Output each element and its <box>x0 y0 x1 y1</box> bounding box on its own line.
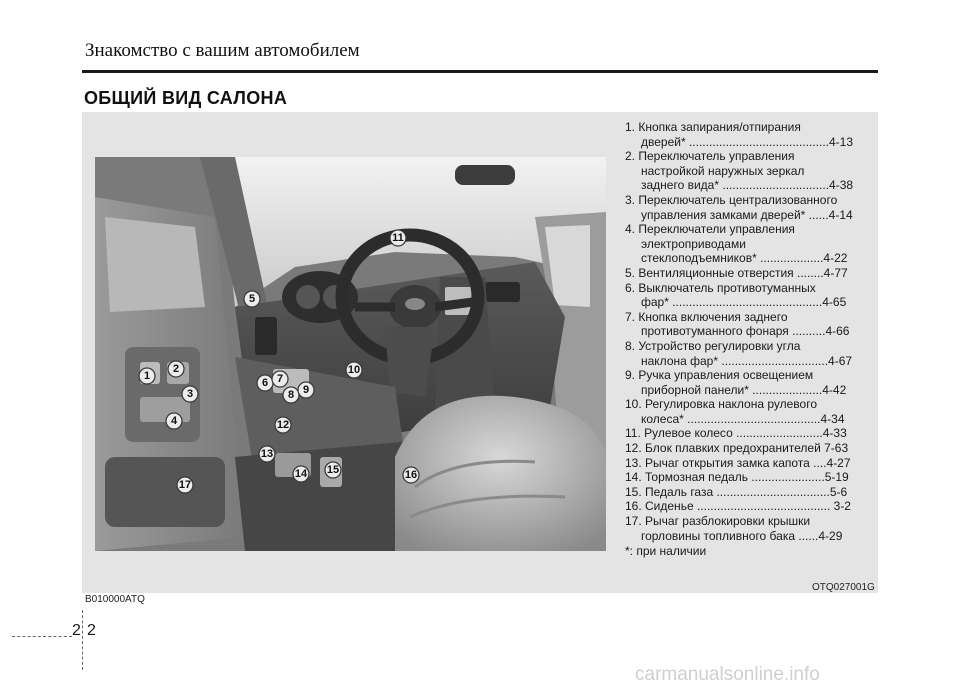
legend-item <box>625 281 875 310</box>
callout-3 <box>182 386 198 402</box>
svg-text:3: 3 <box>186 388 194 400</box>
svg-text:11: 11 <box>392 232 404 244</box>
chapter-title: Знакомство с вашим автомобилем <box>85 40 360 61</box>
callout-15 <box>325 462 341 478</box>
callout-1 <box>139 368 155 384</box>
legend-line: колеса* ........................................4-34 <box>641 411 845 426</box>
legend-line: 4. Переключатели управления <box>625 222 795 237</box>
callout-2 <box>168 361 184 377</box>
legend-item <box>625 485 875 500</box>
svg-text:1: 1 <box>143 370 151 382</box>
svg-text:8: 8 <box>287 389 295 401</box>
legend-line: 7. Кнопка включения заднего <box>625 309 788 324</box>
svg-text:9: 9 <box>302 384 310 396</box>
svg-text:12: 12 <box>276 419 290 431</box>
callout-13 <box>259 446 275 462</box>
callout-12 <box>275 417 291 433</box>
callout-9 <box>298 382 314 398</box>
legend-line: приборной панели* .....................4-42 <box>641 382 847 397</box>
legend-line: электроприводами <box>641 236 746 251</box>
svg-text:6: 6 <box>261 377 269 389</box>
legend-line: 16. Сиденье ........................................ 3-2 <box>625 499 851 514</box>
header-rule <box>82 70 878 73</box>
legend-line: 10. Регулировка наклона рулевого <box>625 397 818 412</box>
svg-text:7: 7 <box>276 373 284 385</box>
legend-item <box>625 222 875 266</box>
svg-text:10: 10 <box>347 364 361 376</box>
legend-item <box>625 514 875 543</box>
legend-line: 14. Тормозная педаль ......................5-19 <box>625 470 849 485</box>
callout-14 <box>293 466 309 482</box>
legend-line: настройкой наружных зеркал <box>641 163 805 178</box>
svg-text:4: 4 <box>170 415 178 427</box>
page-number-section: 2 <box>72 622 81 639</box>
legend-line: 2. Переключатель управления <box>625 149 795 164</box>
legend-item <box>625 456 875 471</box>
legend-line: управления замками дверей* ......4-14 <box>641 207 853 222</box>
legend-line: 17. Рычаг разблокировки крышки <box>625 514 811 529</box>
legend-item <box>625 339 875 368</box>
legend-line: 6. Выключатель противотуманных <box>625 280 816 295</box>
legend-item <box>625 310 875 339</box>
footer-divider-horizontal <box>12 636 72 637</box>
legend-line: 1. Кнопка запирания/отпирания <box>625 120 801 134</box>
legend-item <box>625 397 875 426</box>
footer-divider-vertical <box>82 610 83 670</box>
legend-item <box>625 149 875 193</box>
legend-line: 15. Педаль газа ..................................5-6 <box>625 484 848 499</box>
legend-item <box>625 266 875 281</box>
callout-16 <box>403 467 419 483</box>
legend-line: 9. Ручка управления освещением <box>625 368 814 383</box>
callout-4 <box>166 413 182 429</box>
legend-line: заднего вида* ................................4-38 <box>641 178 854 193</box>
figure-code-left: B010000ATQ <box>85 594 145 605</box>
legend-line: 5. Вентиляционные отверстия ........4-77 <box>625 265 848 280</box>
callout-7 <box>272 371 288 387</box>
svg-text:13: 13 <box>260 448 274 460</box>
legend-line: дверей* ..........................................4-13 <box>641 134 854 149</box>
legend-item <box>625 426 875 441</box>
legend-item <box>625 470 875 485</box>
section-title: ОБЩИЙ ВИД САЛОНА <box>84 88 288 108</box>
legend-item <box>625 499 875 514</box>
svg-text:2: 2 <box>172 363 180 375</box>
legend-item <box>625 193 875 222</box>
legend-line: стеклоподъемников* ...................4-22 <box>641 251 848 266</box>
svg-text:16: 16 <box>404 469 418 481</box>
svg-text:17: 17 <box>178 479 192 491</box>
callout-10 <box>346 362 362 378</box>
watermark: carmanualsonline.info <box>635 664 820 685</box>
callout-11 <box>390 230 406 246</box>
legend-line: 8. Устройство регулировки угла <box>625 338 801 353</box>
legend-item <box>625 441 875 456</box>
legend-line: 11. Рулевое колесо ..........................4-33 <box>625 426 847 441</box>
legend-line: фар* .............................................4-65 <box>641 295 847 310</box>
legend-line: горловины топливного бака ......4-29 <box>641 528 843 543</box>
callout-6 <box>257 375 273 391</box>
legend-item <box>625 368 875 397</box>
legend-line: 13. Рычаг открытия замка капота ....4-27 <box>625 455 851 470</box>
interior-illustration <box>95 157 606 551</box>
legend-line: противотуманного фонаря ..........4-66 <box>641 324 850 339</box>
callout-17 <box>177 477 193 493</box>
svg-text:15: 15 <box>326 464 340 476</box>
figure-code-right: OTQ027001G <box>812 582 875 593</box>
callout-8 <box>283 387 299 403</box>
page-number-page: 2 <box>87 622 96 639</box>
callout-5 <box>244 291 260 307</box>
legend-line: 3. Переключатель централизованного <box>625 192 838 207</box>
legend-footnote: *: при наличии <box>625 544 707 559</box>
legend-line: наклона фар* ................................4-67 <box>641 353 853 368</box>
legend-item <box>625 120 875 149</box>
legend-line: 12. Блок плавких предохранителей 7-63 <box>625 441 849 456</box>
svg-text:5: 5 <box>248 293 256 305</box>
legend-list <box>625 120 875 559</box>
svg-text:14: 14 <box>294 468 308 480</box>
